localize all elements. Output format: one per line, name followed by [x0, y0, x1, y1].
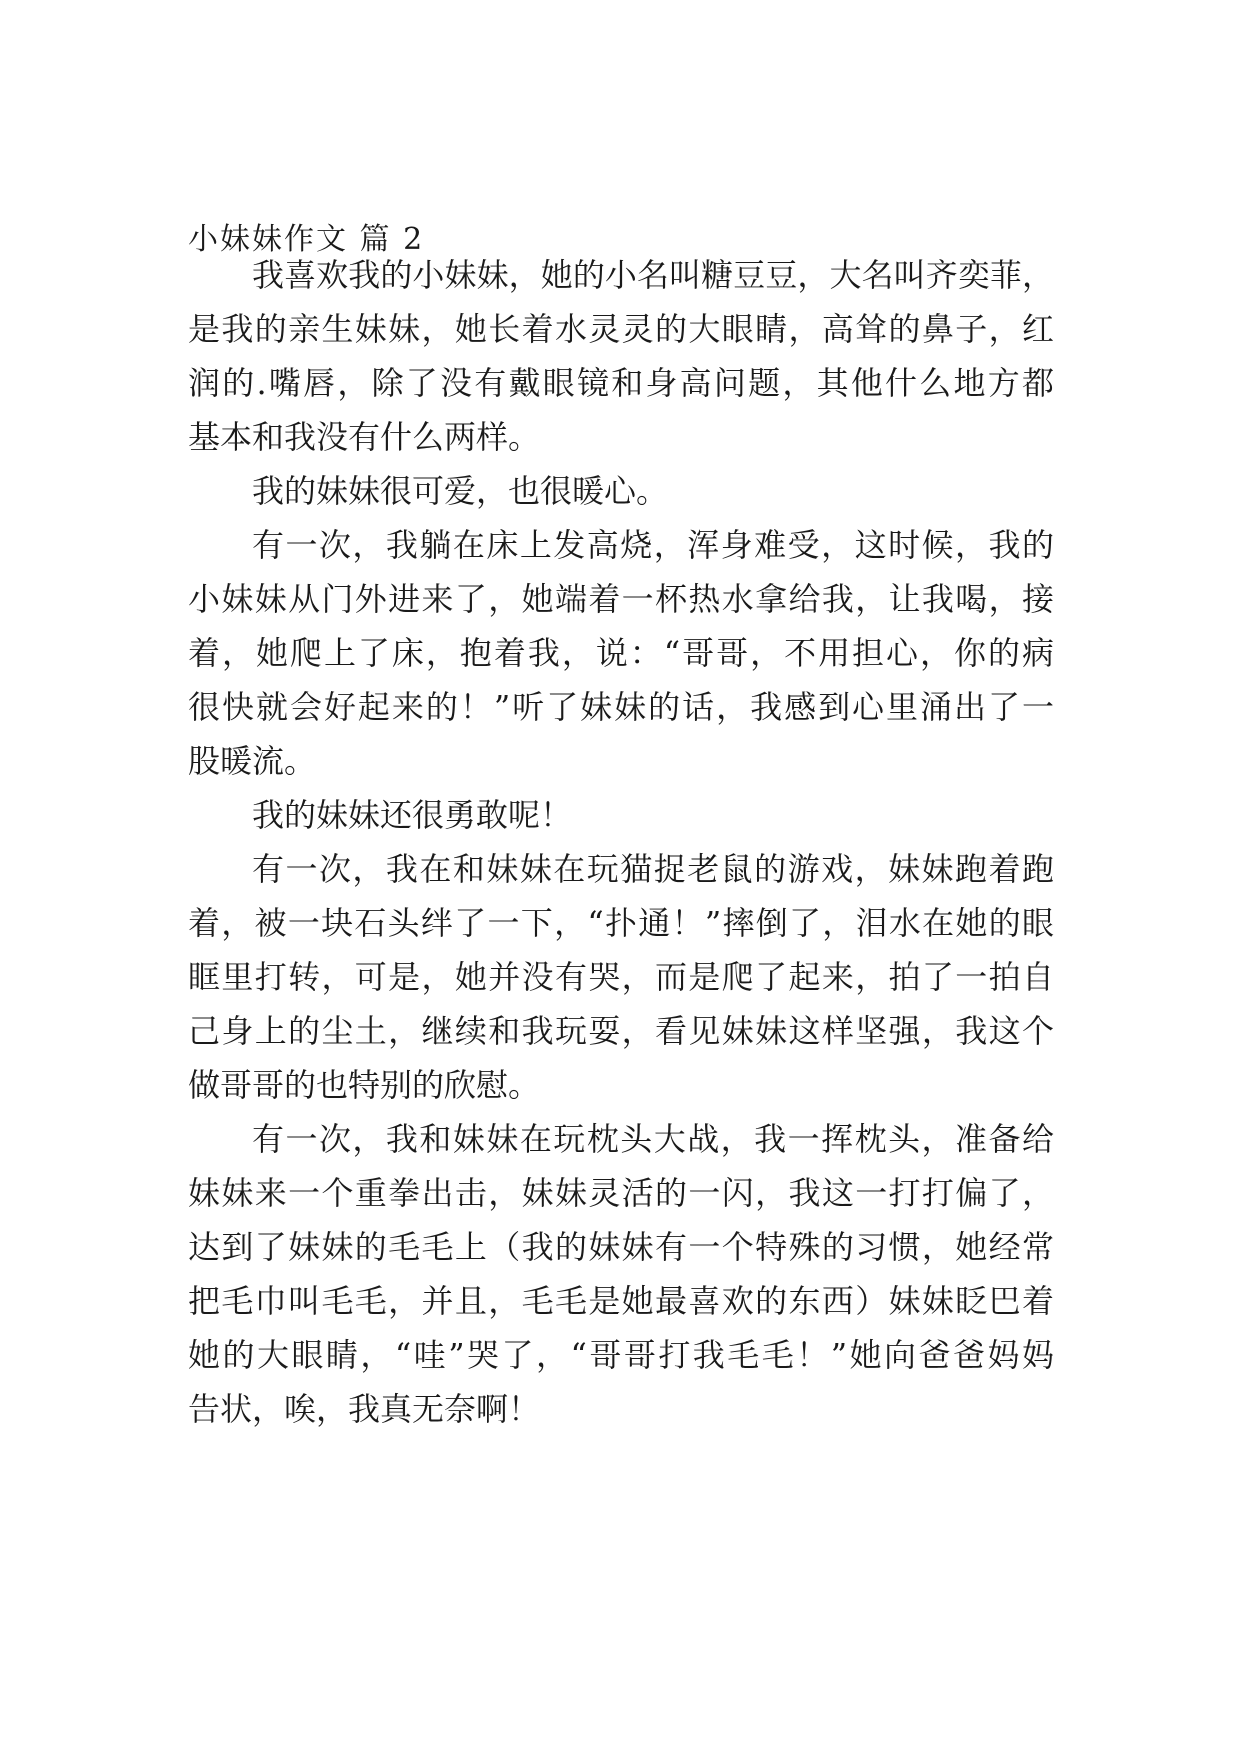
text-line: 是我的亲生妹妹，她长着水灵灵的大眼睛，高耸的鼻子，红 — [188, 310, 1054, 348]
text-line: 基本和我没有什么两样。 — [188, 418, 541, 456]
essay-title: 小妹妹作文 篇 2 — [188, 222, 425, 257]
text-line: 达到了妹妹的毛毛上（我的妹妹有一个特殊的习惯，她经常 — [188, 1228, 1054, 1266]
text-line: 股暖流。 — [188, 742, 317, 780]
text-line: 我喜欢我的小妹妹，她的小名叫糖豆豆，大名叫齐奕菲， — [252, 256, 1054, 294]
text-line: 妹妹来一个重拳出击，妹妹灵活的一闪，我这一打打偏了， — [188, 1174, 1054, 1212]
text-line: 我的妹妹很可爱，也很暖心。 — [252, 472, 669, 510]
text-line: 小妹妹从门外进来了，她端着一杯热水拿给我，让我喝，接 — [188, 580, 1054, 618]
text-line: 有一次，我和妹妹在玩枕头大战，我一挥枕头，准备给 — [252, 1120, 1054, 1158]
text-line: 己身上的尘土，继续和我玩耍，看见妹妹这样坚强，我这个 — [188, 1012, 1054, 1050]
text-line: 我的妹妹还很勇敢呢！ — [252, 796, 573, 834]
text-line: 眶里打转，可是，她并没有哭，而是爬了起来，拍了一拍自 — [188, 958, 1054, 996]
text-line: 把毛巾叫毛毛，并且，毛毛是她最喜欢的东西）妹妹眨巴着 — [188, 1282, 1054, 1320]
text-line: 很快就会好起来的！”听了妹妹的话，我感到心里涌出了一 — [188, 688, 1054, 726]
text-line: 润的.嘴唇，除了没有戴眼镜和身高问题，其他什么地方都 — [188, 364, 1054, 402]
text-line: 着，她爬上了床，抱着我，说：“哥哥，不用担心，你的病 — [188, 634, 1054, 672]
text-line: 有一次，我在和妹妹在玩猫捉老鼠的游戏，妹妹跑着跑 — [252, 850, 1054, 888]
text-line: 有一次，我躺在床上发高烧，浑身难受，这时候，我的 — [252, 526, 1054, 564]
text-line: 她的大眼睛，“哇”哭了，“哥哥打我毛毛！”她向爸爸妈妈 — [188, 1336, 1054, 1374]
text-line: 告状，唉，我真无奈啊！ — [188, 1390, 541, 1428]
text-line: 着，被一块石头绊了一下，“扑通！”摔倒了，泪水在她的眼 — [188, 904, 1054, 942]
text-line: 做哥哥的也特别的欣慰。 — [188, 1066, 541, 1104]
